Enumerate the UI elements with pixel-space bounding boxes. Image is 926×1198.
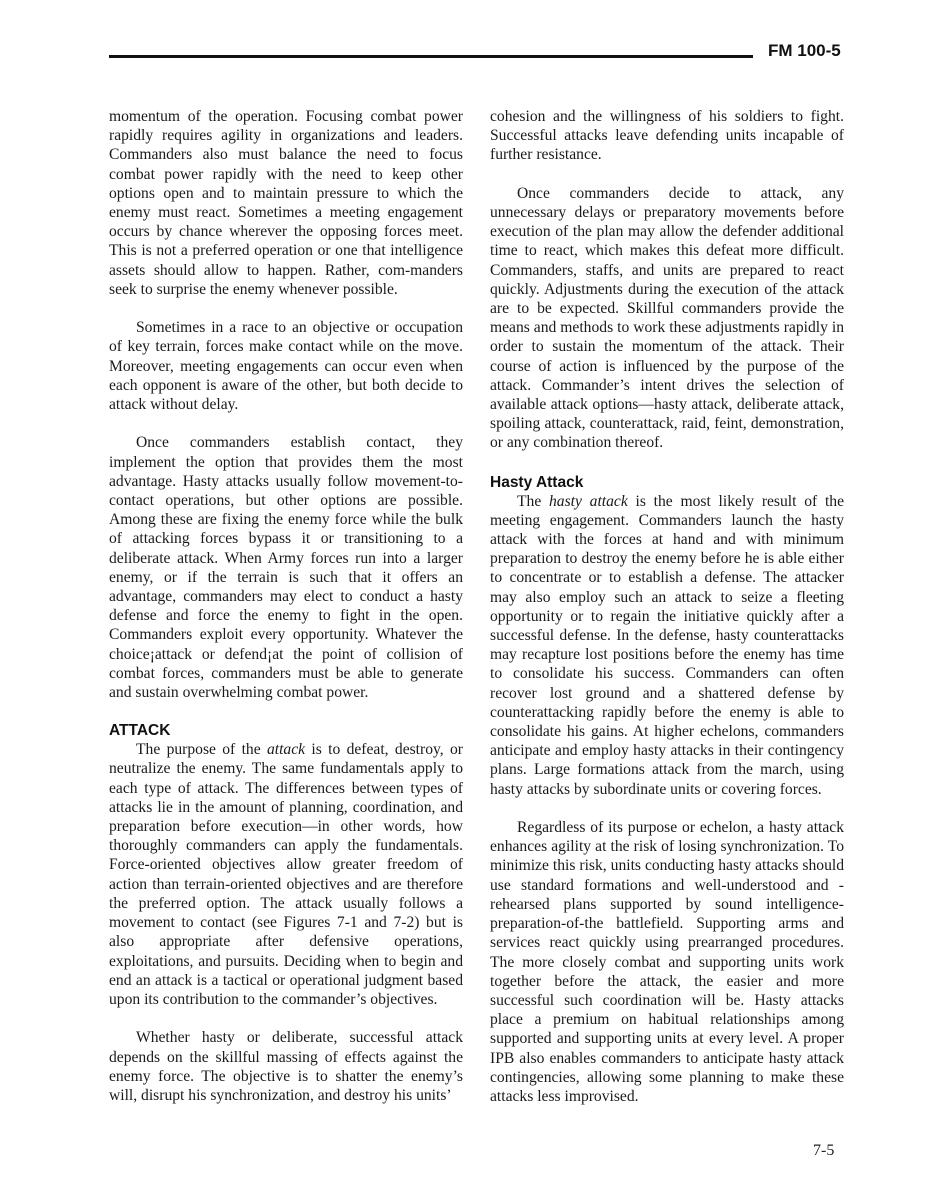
left-column <box>109 107 463 1105</box>
section-heading-hasty-attack: Hasty Attack <box>490 473 584 491</box>
paragraph: Regardless of its purpose or echelon, a hasty attack enhances agility at the risk of losing synchronization. To minimize this risk, units conducting hasty attacks should use standard formations and well-understood and -rehearsed plans supported by sound intelligence-preparation-of-the battlefield. Supporting arms and services react quickly using prearranged procedures. The more closely combat and supporting units work together before the attack, the easier and more successful such coordination will be. Hasty attacks place a premium on habitual relationships among supported and supporting units at every level. A proper IPB also enables commanders to anticipate hasty attack contingencies, allowing some planning to make these attacks less improvised. <box>490 819 844 1105</box>
paragraph: Once commanders establish contact, they implement the option that provides them the most advantage. Hasty attacks usually follow movement-to-contact operations, but other options are possible. Among these are fixing the enemy force while the bulk of attacking forces bypass it or transitioning to a deliberate attack. When Army forces run into a larger enemy, or if the terrain is such that it offers an advantage, commanders may elect to conduct a hasty defense and force the enemy to fight in the open. Commanders exploit every opportunity. Whatever the choice¡attack or defend¡at the point of collision of combat forces, commanders must be able to generate and sustain overwhelming combat power. <box>109 434 463 702</box>
header-rule <box>109 55 753 58</box>
paragraph <box>490 492 844 799</box>
page-number: 7-5 <box>813 1142 835 1159</box>
defined-term: attack <box>266 741 306 759</box>
paragraph: Whether hasty or deliberate, successful attack depends on the skillful massing of effects against the enemy force. The objective is to shatter the enemy’s will, disrupt his synchronization, and destroy his units’ <box>109 1029 463 1104</box>
paragraph: Once commanders decide to attack, any unnecessary delays or preparatory movements before execution of the plan may allow the defender additional time to react, which makes this defeat more difficult. Commanders, staffs, and units are prepared to react quickly. Adjustments during the execution of the attack are to be expected. Skillful commanders provide the means and methods to work these adjustments rapidly in order to sustain the momentum of the attack. Their course of action is influenced by the purpose of the attack. Commander’s intent drives the selection of available attack options—hasty attack, deliberate attack, spoiling attack, counterattack, raid, feint, demonstration, or any combination thereof. <box>490 184 844 452</box>
paragraph: momentum of the operation. Focusing combat power rapidly requires agility in organizations and leaders. Commanders also must balance the need to focus combat power rapidly with the need to keep other options open and to maintain pressure to which the enemy must react. Sometimes a meeting engagement occurs by chance wherever the opposing forces meet. This is not a preferred operation or one that intelligence assets should allow to happen. Rather, com-manders seek to surprise the enemy whenever possible. <box>109 108 463 298</box>
section-heading-attack: ATTACK <box>109 722 171 740</box>
paragraph <box>109 740 463 1009</box>
text-run: is the most likely result of the meeting engagement. Commanders launch the hasty attack with the forces at hand and with minimum preparation to destroy the enemy before he is able either to concentrate or to establish a defense. The attacker may also employ such an attack to seize a fleeting opportunity or to regain the initiative quickly after a successful defense. In the defense, hasty counterattacks may recapture lost positions before the enemy has time to consolidate his success. Commanders can often recover lost ground and a shattered defense by counterattacking rapidly before the enemy is able to consolidate his gains. At higher echelons, commanders anticipate and employ hasty attacks in their contingency plans. Large formations attack from the march, using hasty attacks by subordinate units or covering forces. <box>490 492 845 798</box>
defined-term: hasty attack <box>549 492 628 510</box>
manual-title: FM 100-5 <box>768 41 841 60</box>
text-run: The purpose of the <box>136 741 267 759</box>
text-run: is to defeat, destroy, or neutralize the enemy. The same fundamentals apply to each type of attack. The differences between types of attacks lie in the amount of planning, coordination, and preparation before execution—in other words, how thoroughly commanders can apply the fundamentals. Force-oriented objectives allow greater freedom of action than terrain-oriented objectives and are therefore the preferred option. The attack usually follows a movement to contact (see Figures 7-1 and 7-2) but is also appropriate after defensive operations, exploitations, and pursuits. Deciding when to begin and end an attack is a tactical or operational judgment based upon its contribution to the commander’s objectives. <box>109 741 464 1008</box>
paragraph: cohesion and the willingness of his soldiers to fight. Successful attacks leave defending units incapable of further resistance. <box>490 108 844 164</box>
paragraph: Sometimes in a race to an objective or occupation of key terrain, forces make contact while on the move. Moreover, meeting engagements can occur even when each opponent is aware of the other, but both decide to attack without delay. <box>109 319 463 414</box>
right-column <box>490 107 844 1106</box>
text-run: The <box>517 492 549 510</box>
